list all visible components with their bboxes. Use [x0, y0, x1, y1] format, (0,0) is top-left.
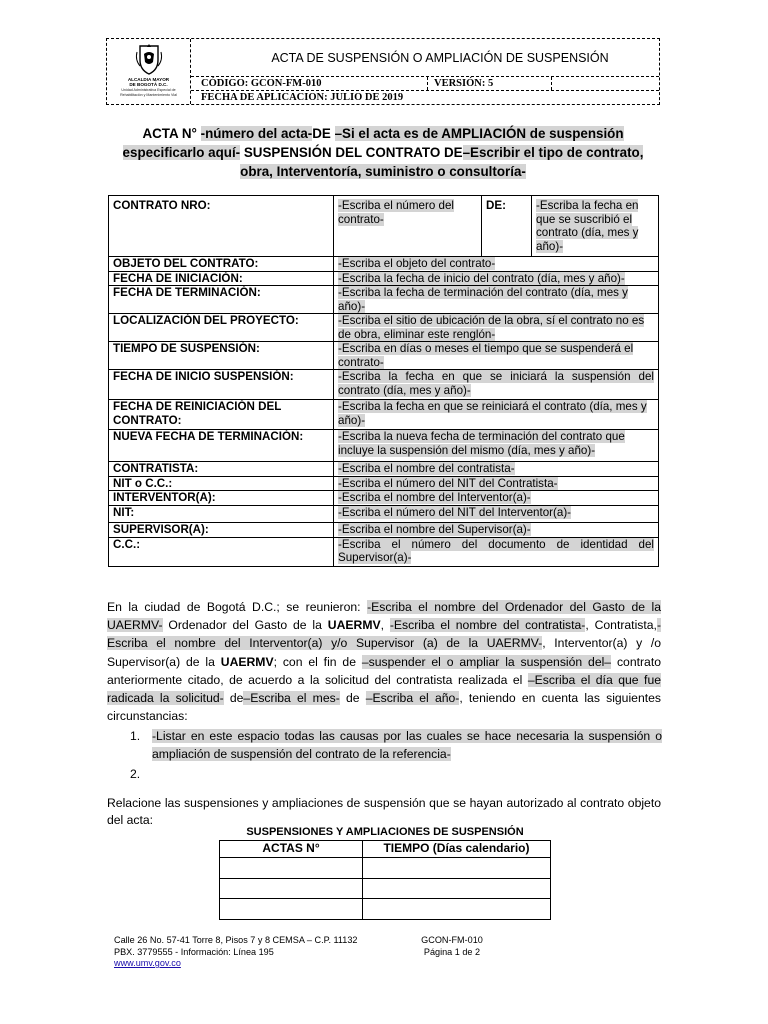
list-item	[130, 727, 662, 763]
field-value[interactable]	[334, 286, 659, 314]
acta-title-text: ACTA N°	[142, 126, 201, 141]
field-placeholder[interactable]: -Escriba la nueva fecha de terminación del contrato que incluye la suspensión del mismo (día, mes y año)-	[338, 430, 625, 457]
table-row	[109, 257, 659, 272]
acta-title-text: DE	[312, 126, 335, 141]
bogota-coat-of-arms-icon	[134, 42, 164, 76]
field-placeholder[interactable]: -Escriba el nombre del Supervisor(a)-	[338, 522, 531, 536]
field-placeholder[interactable]: -Escriba el nombre del Interventor(a)-	[338, 491, 531, 504]
circumstances-list	[130, 727, 662, 781]
field-label: FECHA DE TERMINACIÓN:	[109, 286, 334, 314]
table-row	[109, 430, 659, 462]
field-label: SUPERVISOR(A):	[109, 522, 334, 537]
field-placeholder[interactable]: -Escriba el nombre del contratista-	[338, 462, 515, 475]
table-row	[109, 342, 659, 370]
footer-code: GCON-FM-010	[421, 935, 483, 945]
field-placeholder[interactable]: -Escriba el objeto del contrato-	[338, 257, 496, 270]
field-placeholder[interactable]: -Escriba en días o meses el tiempo que se suspenderá el contrato-	[338, 342, 634, 369]
logo-cell	[107, 39, 191, 104]
field-placeholder[interactable]: -Escriba la fecha en que se reiniciará el contrato (día, mes y año)-	[338, 400, 647, 427]
field-label: NUEVA FECHA DE TERMINACIÓN:	[109, 430, 334, 462]
table-row	[109, 491, 659, 506]
acta-number-placeholder[interactable]: -número del acta-	[200, 126, 313, 141]
list-number: 1.	[130, 729, 141, 743]
field-label: FECHA DE INICIACIÓN:	[109, 271, 334, 286]
table-row	[109, 476, 659, 491]
interventor-placeholder[interactable]: -Escriba el nombre del Interventor(a) y/o Supervisor (a) de la UAERMV-	[107, 618, 661, 651]
field-value[interactable]	[334, 196, 482, 257]
table-body	[109, 257, 659, 567]
meeting-paragraph: En la ciudad de Bogotá D.C.; se reunieron: -Escriba el nombre del Ordenador del Gasto de la UAERMV- Ordenador del Gasto de la UAERMV, -Escriba el nombre del contratista-, Contratista,-Escriba el nombre del Interventor(a) y/o Supervisor (a) de la UAERMV-, Interventor(a) y /o Supervisor(a) de la UAERMV; con el fin de –suspender el o ampliar la suspensión del– contrato anteriormente citado, de acuerdo a la solicitud del contratista realizada el –Escriba el día que fue radicada la solicitud- de–Escriba el mes- de –Escriba el año-, teniendo en cuenta las siguientes circunstancias:	[107, 600, 662, 724]
field-value[interactable]	[334, 370, 659, 400]
ampliacion-placeholder[interactable]: –Si el acta es de AMPLIACIÓN de suspensión especificarlo aquí-	[122, 126, 624, 160]
field-label: DE:	[482, 196, 532, 257]
field-value[interactable]	[334, 342, 659, 370]
column-header: ACTAS N°	[220, 841, 363, 858]
ordenador-placeholder[interactable]: -Escriba el nombre del Ordenador del Gasto de la UAERMV-	[107, 600, 662, 633]
contract-type-placeholder[interactable]: –Escribir el tipo de contrato, obra, Interventoría, suministro o consultoría-	[240, 145, 644, 179]
table-row	[109, 400, 659, 430]
field-label: NIT o C.C.:	[109, 476, 334, 491]
table-row	[109, 370, 659, 400]
application-date: FECHA DE APLICACION: JULIO DE 2019	[201, 92, 404, 103]
month-placeholder[interactable]: –Escriba el mes-	[243, 691, 340, 706]
table-header-row	[220, 841, 551, 858]
field-value[interactable]	[334, 257, 659, 272]
day-placeholder[interactable]: –Escriba el día que fue radicada la solicitud-	[107, 672, 661, 706]
year-placeholder[interactable]: –Escriba el año-	[365, 691, 460, 706]
header-date-row	[191, 92, 659, 105]
footer-contact	[114, 935, 414, 970]
contract-info-table	[108, 195, 659, 567]
footer-address: Calle 26 No. 57-41 Torre 8, Pisos 7 y 8 CEMSA – C.P. 11132	[114, 935, 358, 945]
divider	[427, 77, 428, 90]
footer-page-number: Página 1 de 2	[423, 946, 481, 957]
table-row	[109, 314, 659, 342]
field-label: OBJETO DEL CONTRATO:	[109, 257, 334, 272]
table-row	[109, 522, 659, 537]
table-cell[interactable]	[363, 878, 551, 899]
footer-phone: PBX. 3779555 - Información: Línea 195	[114, 946, 274, 957]
list-number: 2.	[130, 767, 141, 781]
form-version: VERSIÓN: 5	[434, 78, 494, 89]
field-label: FECHA DE INICIO SUSPENSIÓN:	[109, 370, 334, 400]
table-cell[interactable]	[220, 899, 363, 920]
table-row	[220, 899, 551, 920]
field-value[interactable]	[334, 271, 659, 286]
field-placeholder[interactable]: -Escriba el número del NIT del Interventor(a)-	[338, 505, 572, 519]
field-placeholder[interactable]: -Escriba la fecha en que se iniciará la suspensión del contrato (día, mes y año)-	[338, 370, 654, 397]
field-placeholder[interactable]: -Escriba el número del documento de identidad del Supervisor(a)-	[338, 537, 654, 564]
action-placeholder[interactable]: –suspender el o ampliar la suspensión del–	[361, 654, 612, 669]
field-label: C.C.:	[109, 537, 334, 566]
field-label: FECHA DE REINICIACIÓN DEL CONTRATO:	[109, 400, 334, 430]
column-header: TIEMPO (Días calendario)	[363, 841, 551, 858]
field-placeholder[interactable]: -Escriba el sitio de ubicación de la obra, sí el contrato no es de obra, eliminar este renglón-	[338, 314, 645, 341]
table-row	[109, 196, 659, 257]
contratista-placeholder[interactable]: -Escriba el nombre del contratista-	[389, 618, 586, 633]
table-row	[109, 271, 659, 286]
field-value[interactable]	[334, 537, 659, 566]
field-label: TIEMPO DE SUSPENSIÓN:	[109, 342, 334, 370]
causes-placeholder[interactable]: -Listar en este espacio todas las causas por las cuales se hace necesaria la suspensión o ampliación de suspensión del contrato de la referencia-	[152, 729, 662, 761]
form-code: CÓDIGO: GCON-FM-010	[201, 78, 322, 89]
field-value[interactable]	[334, 314, 659, 342]
logo-subtext: Unidad Administrativa Especial de Rehabilitación y Mantenimiento Vial	[120, 88, 177, 97]
field-label: LOCALIZACIÓN DEL PROYECTO:	[109, 314, 334, 342]
field-label: INTERVENTOR(A):	[109, 491, 334, 506]
table-row	[109, 462, 659, 477]
form-title: ACTA DE SUSPENSIÓN O AMPLIACIÓN DE SUSPENSIÓN	[191, 39, 659, 77]
relation-paragraph: Relacione las suspensiones y ampliaciones de suspensión que se hayan autorizado al contrato objeto del acta:	[107, 796, 661, 827]
footer-website-link[interactable]: www.umv.gov.co	[114, 958, 181, 969]
field-value[interactable]	[334, 400, 659, 430]
acta-title	[106, 124, 660, 181]
field-value[interactable]	[334, 462, 659, 477]
suspensions-table-caption: SUSPENSIONES Y AMPLIACIONES DE SUSPENSIÓN	[246, 826, 524, 838]
field-placeholder[interactable]: -Escriba la fecha de inicio del contrato (día, mes y año)-	[338, 271, 625, 285]
table-cell[interactable]	[363, 858, 551, 879]
field-value[interactable]	[532, 196, 659, 257]
field-value[interactable]	[334, 522, 659, 537]
table-cell[interactable]	[363, 899, 551, 920]
footer-page-info	[407, 935, 497, 958]
table-row	[109, 286, 659, 314]
divider	[551, 77, 552, 90]
contract-number-placeholder[interactable]: -Escriba el número del contrato-	[338, 199, 454, 226]
contract-date-placeholder[interactable]: -Escriba la fecha en que se suscribió el contrato (día, mes y año)-	[536, 199, 639, 253]
header-code-row	[191, 77, 659, 91]
field-value[interactable]	[334, 491, 659, 506]
field-value[interactable]	[334, 476, 659, 491]
field-placeholder[interactable]: -Escriba el número del NIT del Contratista-	[338, 476, 558, 490]
table-row	[109, 537, 659, 566]
field-value[interactable]	[334, 430, 659, 462]
table-row	[220, 858, 551, 879]
field-label: NIT:	[109, 505, 334, 522]
document-header	[106, 38, 660, 105]
table-row	[220, 878, 551, 899]
suspensions-table	[219, 840, 551, 920]
field-value[interactable]	[334, 505, 659, 522]
table-row	[109, 505, 659, 522]
field-placeholder[interactable]: -Escriba la fecha de terminación del contrato (día, mes y año)-	[338, 286, 628, 313]
logo-text: ALCALDIA MAYOR DE BOGOTÁ D.C.	[127, 77, 170, 88]
table-cell[interactable]	[220, 858, 363, 879]
field-label: CONTRATISTA:	[109, 462, 334, 477]
acta-title-text: SUSPENSIÓN DEL CONTRATO DE	[240, 145, 463, 160]
field-label: CONTRATO NRO:	[109, 196, 334, 257]
table-cell[interactable]	[220, 878, 363, 899]
